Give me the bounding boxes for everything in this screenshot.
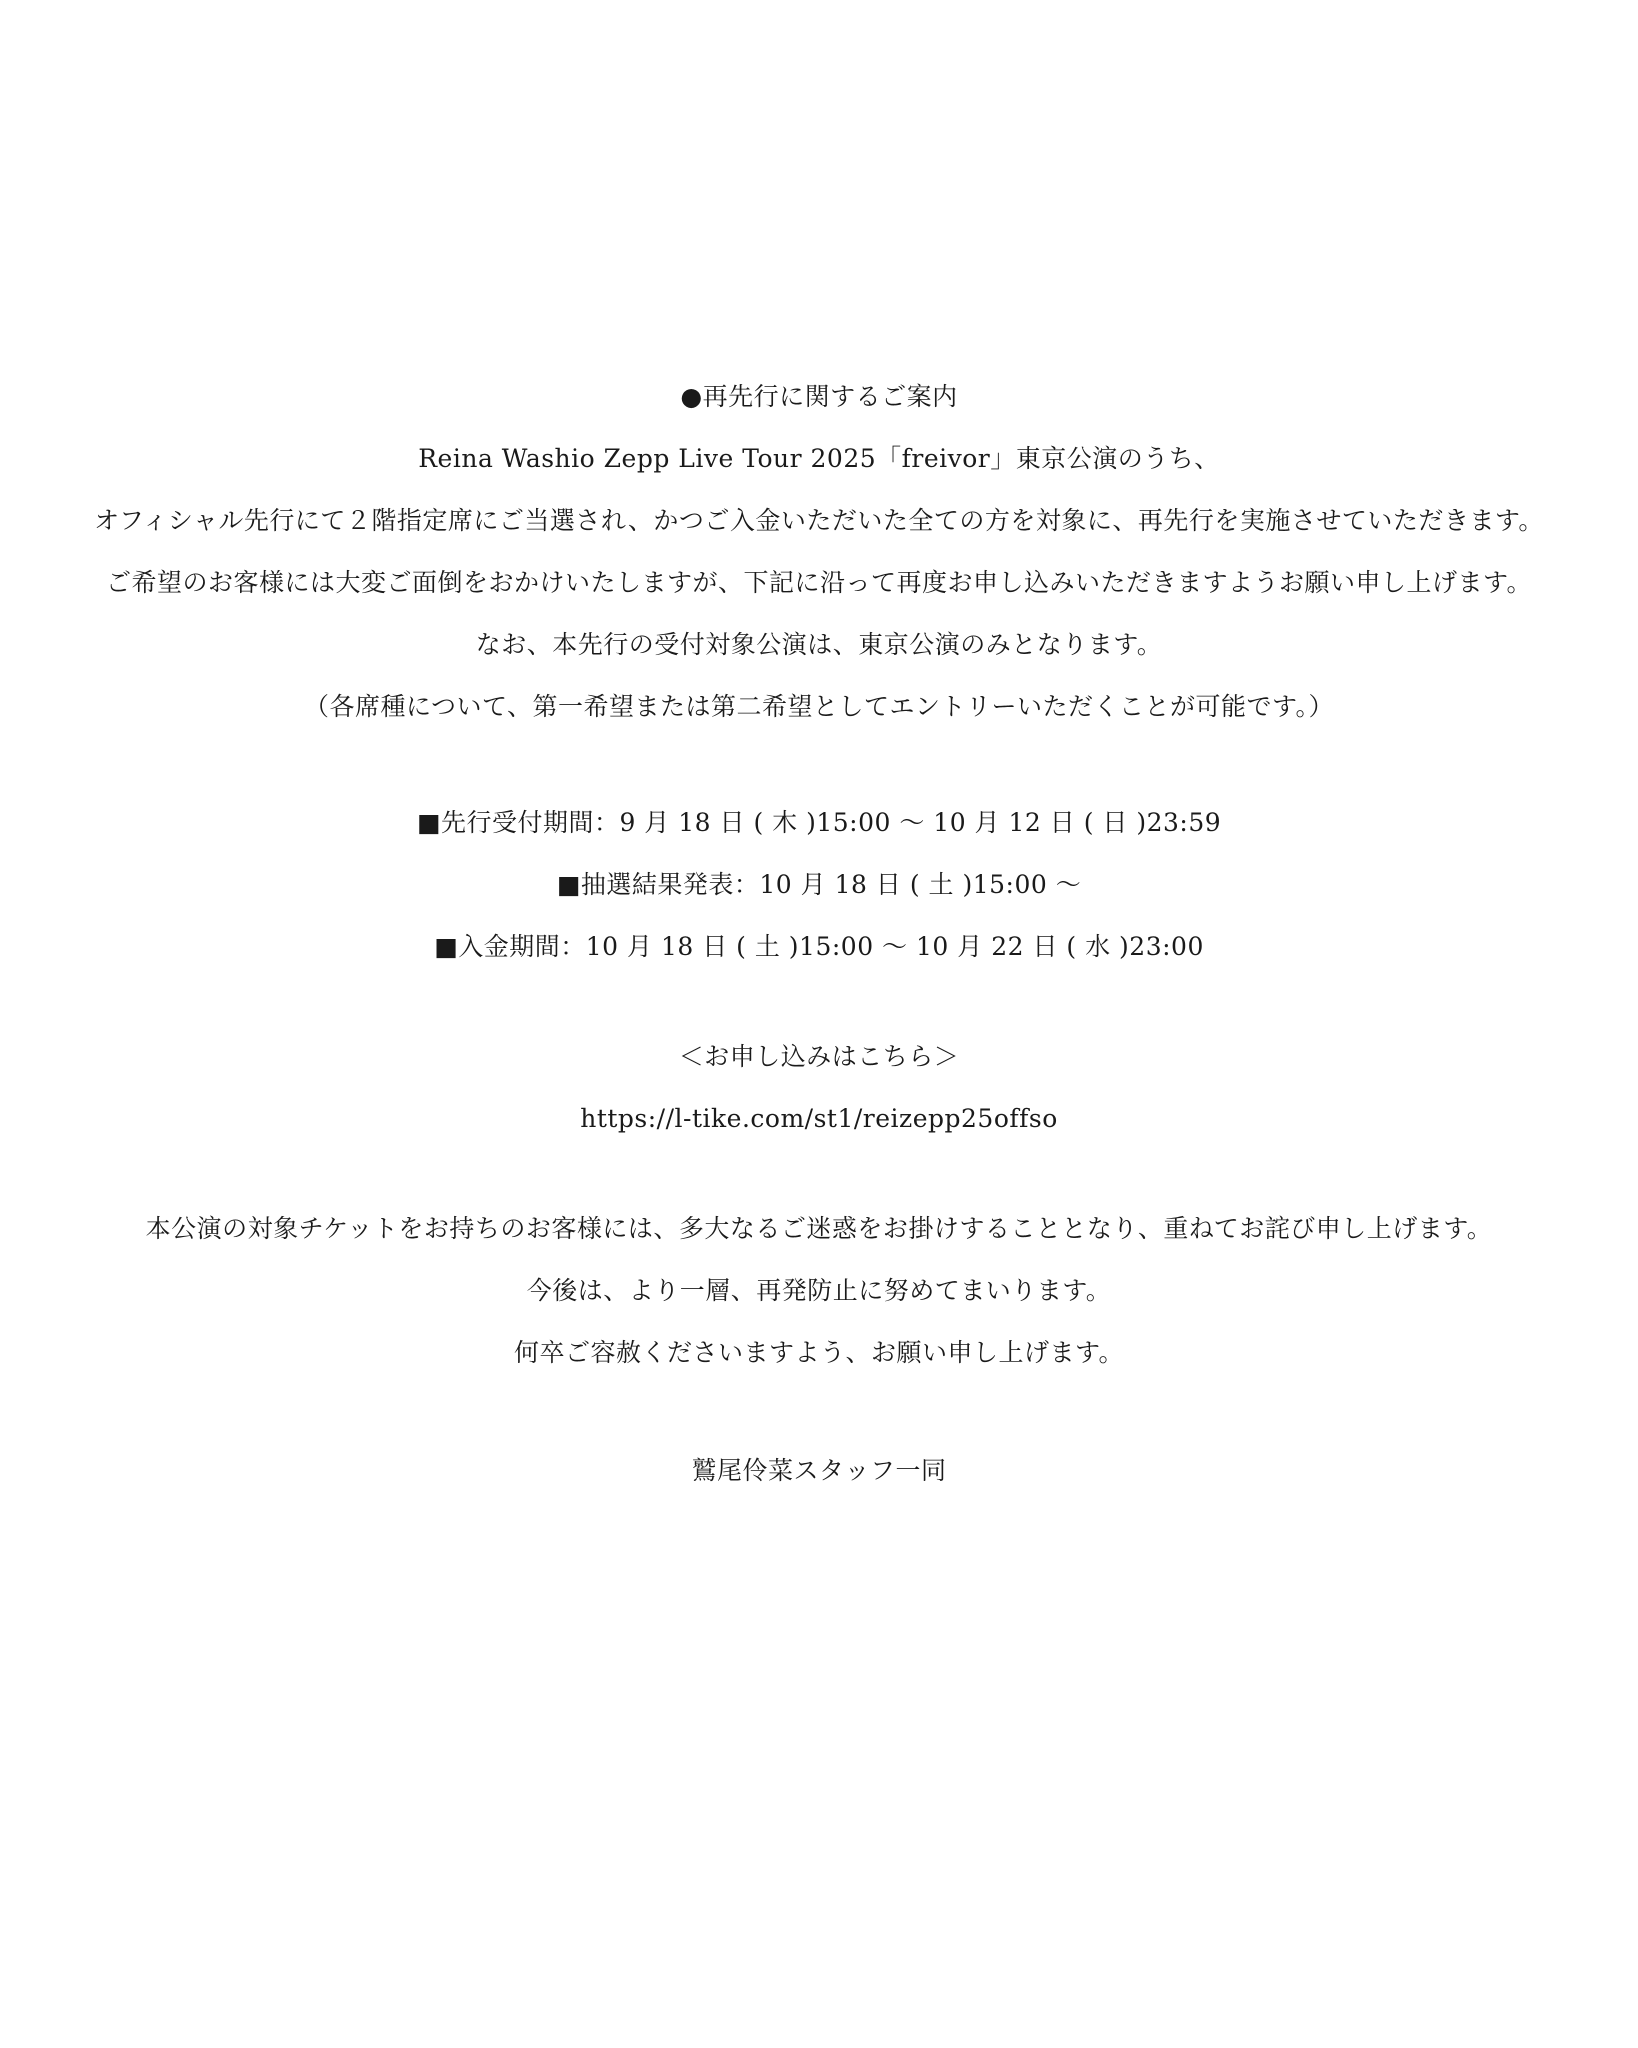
schedule-entry-lottery-result: ■抽選結果発表：10 月 18 日 ( 土 )15:00 〜 (556, 870, 1082, 899)
intro-line: オフィシャル先行にて２階指定席にご当選され、かつご入金いただいた全ての方を対象に、再先行を実施させていただきます。 (94, 506, 1544, 535)
section-gap (0, 738, 1638, 792)
intro-line: （各席種について、第一希望または第二希望としてエントリーいただくことが可能です。） (303, 692, 1334, 721)
apology-line: 何卒ご容赦くださいますよう、お願い申し上げます。 (513, 1338, 1124, 1367)
intro-line: Reina Washio Zepp Live Tour 2025「freivor」東京公演のうち、 (418, 444, 1220, 473)
section-gap (0, 1384, 1638, 1440)
apply-label: ＜お申し込みはこちら＞ (678, 1042, 960, 1071)
apology-line: 本公演の対象チケットをお持ちのお客様には、多大なるご迷惑をお掛けすることとなり、重ねてお詫び申し上げます。 (145, 1214, 1493, 1243)
intro-line: なお、本先行の受付対象公演は、東京公演のみとなります。 (475, 630, 1163, 659)
apply-url-link[interactable]: https://l-tike.com/st1/reizepp25offso (580, 1104, 1058, 1133)
apology-line: 今後は、より一層、再発防止に努めてまいります。 (526, 1276, 1112, 1305)
signature: 鷲尾伶菜スタッフ一同 (691, 1456, 947, 1485)
apply-url-line (0, 1088, 1638, 1150)
section-gap (0, 978, 1638, 1026)
notice-heading: ●再先行に関するご案内 (680, 382, 958, 411)
section-gap (0, 1150, 1638, 1198)
schedule-entry-payment-period: ■入金期間：10 月 18 日 ( 土 )15:00 〜 10 月 22 日 ( 水 )23:00 (434, 932, 1204, 961)
intro-line: ご希望のお客様には大変ご面倒をおかけいたしますが、下記に沿って再度お申し込みいただきますようお願い申し上げます。 (105, 568, 1532, 597)
schedule-entry-application-period: ■先行受付期間：9 月 18 日 ( 木 )15:00 〜 10 月 12 日 ( 日 )23:59 (416, 808, 1222, 837)
